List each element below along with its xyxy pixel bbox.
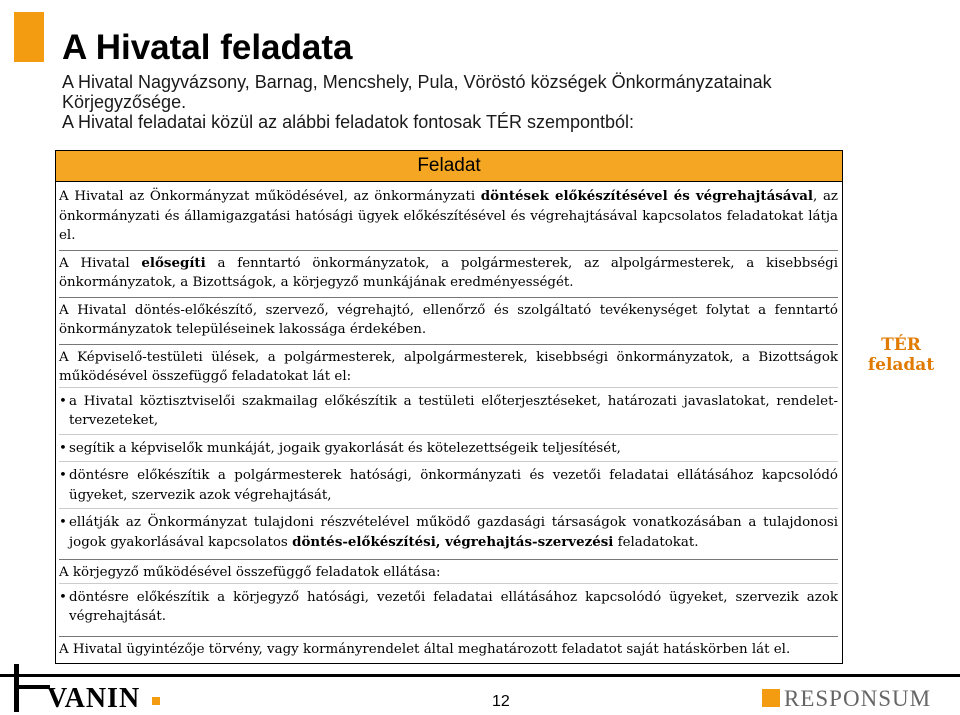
table-row [59,251,838,298]
list-item-text-part: ellátják az Önkormányzat tulajdoni részvételével működő gazdasági társaságok vonatkozásában a tulajdonosi jogok gyakorlásával kapcsolatos [69,515,838,550]
ter-label-line-1: TÉR [881,335,921,355]
list-item [59,583,838,630]
table-row [59,345,838,561]
list-item [59,387,838,434]
accent-block [14,12,44,62]
row-emphasis: döntések előkészítésével és végrehajtásával [480,188,814,204]
bullet-icon: • [59,589,67,605]
logo-square-icon [152,697,160,705]
table-row: A Hivatal döntés-előkészítő, szervező, végrehajtó, ellenőrző és szolgáltató tevékenységet folytat a fenntartó önkormányzatok településeinek lakossága érdekében. [59,298,838,345]
footer-divider [0,674,960,677]
table-row [59,184,838,251]
table-row: A Hivatal ügyintézője törvény, vagy kormányrendelet által meghatározott feladatot saját hatáskörben lát el. [59,641,791,657]
list-item-emphasis: döntés-előkészítési, végrehajtás-szervezési [292,533,614,550]
footer-bracket-mark [14,685,50,689]
table-header: Feladat [56,151,842,182]
responsum-mark-icon [762,689,780,707]
ter-feladat-label [850,335,952,375]
list-item-text-part: feladatokat. [613,534,699,550]
bullet-icon: • [59,440,67,456]
intro-line-2: A Hivatal feladatai közül az alábbi feladatok fontosak TÉR szempontból: [62,112,635,132]
list-item-text [69,513,838,552]
bullet-icon: • [59,393,67,409]
responsum-logo-text: RESPONSUM [784,686,932,711]
list-item-text: a Hivatal köztisztviselői szakmailag előkészítik a testületi előterjesztéseket, határozati javaslatokat, rendelet-tervezeteket, [69,393,838,428]
list-item-text: segítik a képviselők munkáját, jogaik gyakorlását és kötelezettségeik teljesítését, [69,440,621,456]
row-text: A Hivatal [59,255,142,271]
table-body [56,182,842,663]
slide-title: A Hivatal feladata [62,28,353,67]
list-item [59,461,838,508]
page-number: 12 [492,693,510,710]
vanin-logo [47,683,160,715]
table-row [59,560,838,637]
row-emphasis: elősegíti [141,254,206,271]
bullet-icon: • [59,515,67,530]
list-item-text: döntésre előkészítik a körjegyző hatósági, vezetői feladatai ellátásához kapcsolódó ügyeket, szervezik azok végrehajtását. [69,589,838,624]
feladat-table [55,150,843,664]
responsum-logo [762,686,931,712]
bullet-icon: • [59,468,67,483]
row-text: , az önkormányzati és államigazgatási hatósági ügyek előkészítésével és végrehajtásával kapcsolatos feladatokat látja el. [59,189,838,243]
row-text: a fenntartó önkormányzatok, a polgármesterek, az alpolgármesterek, a kisebbségi önkormányzatok, a Bizottságok, a körjegyző munkájának eredményességét. [59,255,838,290]
intro-text [62,72,842,132]
vanin-logo-text: VANIN [47,683,141,714]
list-item-text: döntésre előkészítik a polgármesterek hatósági, önkormányzati és vezetői feladatai ellátásához kapcsolódó ügyeket, szervezik azok végrehajtását, [69,468,838,503]
row-intro: A Képviselő-testületi ülések, a polgármesterek, alpolgármesterek, kisebbségi önkormányzatok, a Bizottságok működésével összefüggő feladatokat lát el: [59,349,838,384]
list-item [59,508,838,555]
intro-line-1: A Hivatal Nagyvázsony, Barnag, Mencshely, Pula, Vöröstó községek Önkormányzatainak Körjegyzősége. [62,72,772,112]
row-text: A Hivatal az Önkormányzat működésével, az önkormányzati [59,189,481,204]
list-item [59,434,838,462]
row-intro: A körjegyző működésével összefüggő feladatok ellátása: [59,565,441,580]
ter-label-line-2: feladat [867,355,935,375]
